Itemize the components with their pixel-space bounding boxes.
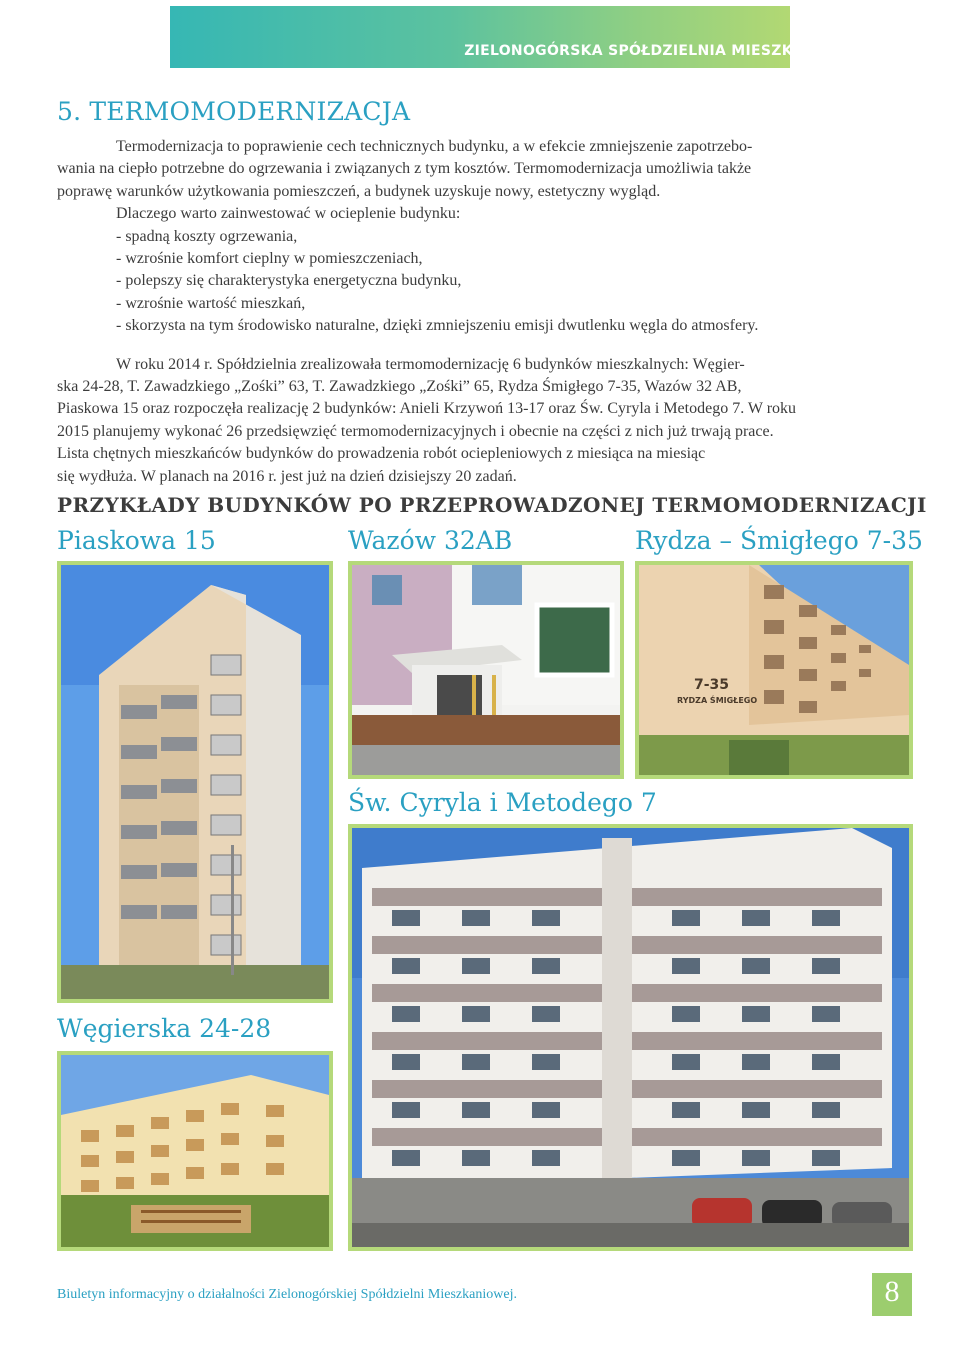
benefit-item: - skorzysta na tym środowisko naturalne, dzięki zmniejszeniu emisji dwutlenku węgla do atmosfery. (116, 317, 759, 335)
summary-line: ska 24-28, T. Zawadzkiego „Zośki” 63, T. Zawadzkiego „Zośki” 65, Rydza Śmigłego 7-35, Wazów 32 AB, (57, 378, 742, 396)
body-text (57, 136, 912, 488)
benefit-item: - wzrośnie wartość mieszkań, (116, 294, 306, 312)
summary-line: Lista chętnych mieszkańców budynków do prowadzenia robót ociepleniowych z miesiąca na miesiąc (57, 445, 706, 463)
benefit-item: - wzrośnie komfort cieplny w pomieszczeniach, (116, 250, 423, 268)
section-title: 5. TERMOMODERNIZACJA (57, 97, 411, 126)
page-number: 8 (884, 1275, 900, 1308)
benefit-item: - spadną koszty ogrzewania, (116, 227, 298, 245)
summary-line: W roku 2014 r. Spółdzielnia zrealizowała termomodernizację 6 budynków mieszkalnych: Węgier- (116, 355, 745, 373)
summary-line: 2015 planujemy wykonać 26 przedsięwzięć termomodernizacyjnych i obecnie na części z nich już trwają prace. (57, 422, 774, 440)
examples-heading: PRZYKŁADY BUDYNKÓW PO PRZEPROWADZONEJ TERMOMODERNIZACJI (57, 493, 927, 517)
benefit-item: - polepszy się charakterystyka energetyczna budynku, (116, 272, 462, 290)
street-sign: RYDZA ŚMIGŁEGO (677, 696, 758, 705)
building-number-sign: 7-35 (694, 677, 730, 693)
organization-name: ZIELONOGÓRSKA SPÓŁDZIELNIA MIESZKANIOWA (464, 43, 860, 59)
photo-piaskowa (57, 561, 333, 1003)
photo-wazow (348, 561, 624, 779)
label-rydza: Rydza – Śmigłego 7-35 (635, 526, 923, 555)
label-piaskowa: Piaskowa 15 (57, 526, 216, 555)
summary-line: Piaskowa 15 oraz rozpoczęła realizację 2 budynków: Anieli Krzywoń 13-17 oraz Św. Cyryla i Metodego 7. W roku (57, 400, 797, 418)
label-cyryla: Św. Cyryla i Metodego 7 (348, 788, 657, 817)
benefits-question: Dlaczego warto zainwestować w ocieplenie budynku: (116, 205, 461, 223)
photo-rydza (635, 561, 913, 779)
intro-line: poprawę warunków użytkowania pomieszczeń, a budynek uzyskuje nowy, estetyczny wygląd. (57, 182, 661, 200)
summary-line: się wydłuża. W planach na 2016 r. jest już na dzień dzisiejszy 20 zadań. (57, 467, 517, 485)
label-wazow: Wazów 32AB (348, 526, 513, 555)
photo-wegierska (57, 1051, 333, 1251)
intro-line: wania na ciepło potrzebne do ogrzewania i związanych z tym kosztów. Termomodernizacja umożliwia także (57, 160, 752, 178)
footer-text: Biuletyn informacyjny o działalności Zielonogórskiej Spółdzielni Mieszkaniowej. (57, 1287, 517, 1302)
label-wegierska: Węgierska 24-28 (57, 1014, 272, 1043)
intro-line: Termodernizacja to poprawienie cech technicznych budynku, a w efekcie zmniejszenie zapotrzebo- (116, 138, 753, 155)
photo-cyryla (348, 824, 913, 1251)
